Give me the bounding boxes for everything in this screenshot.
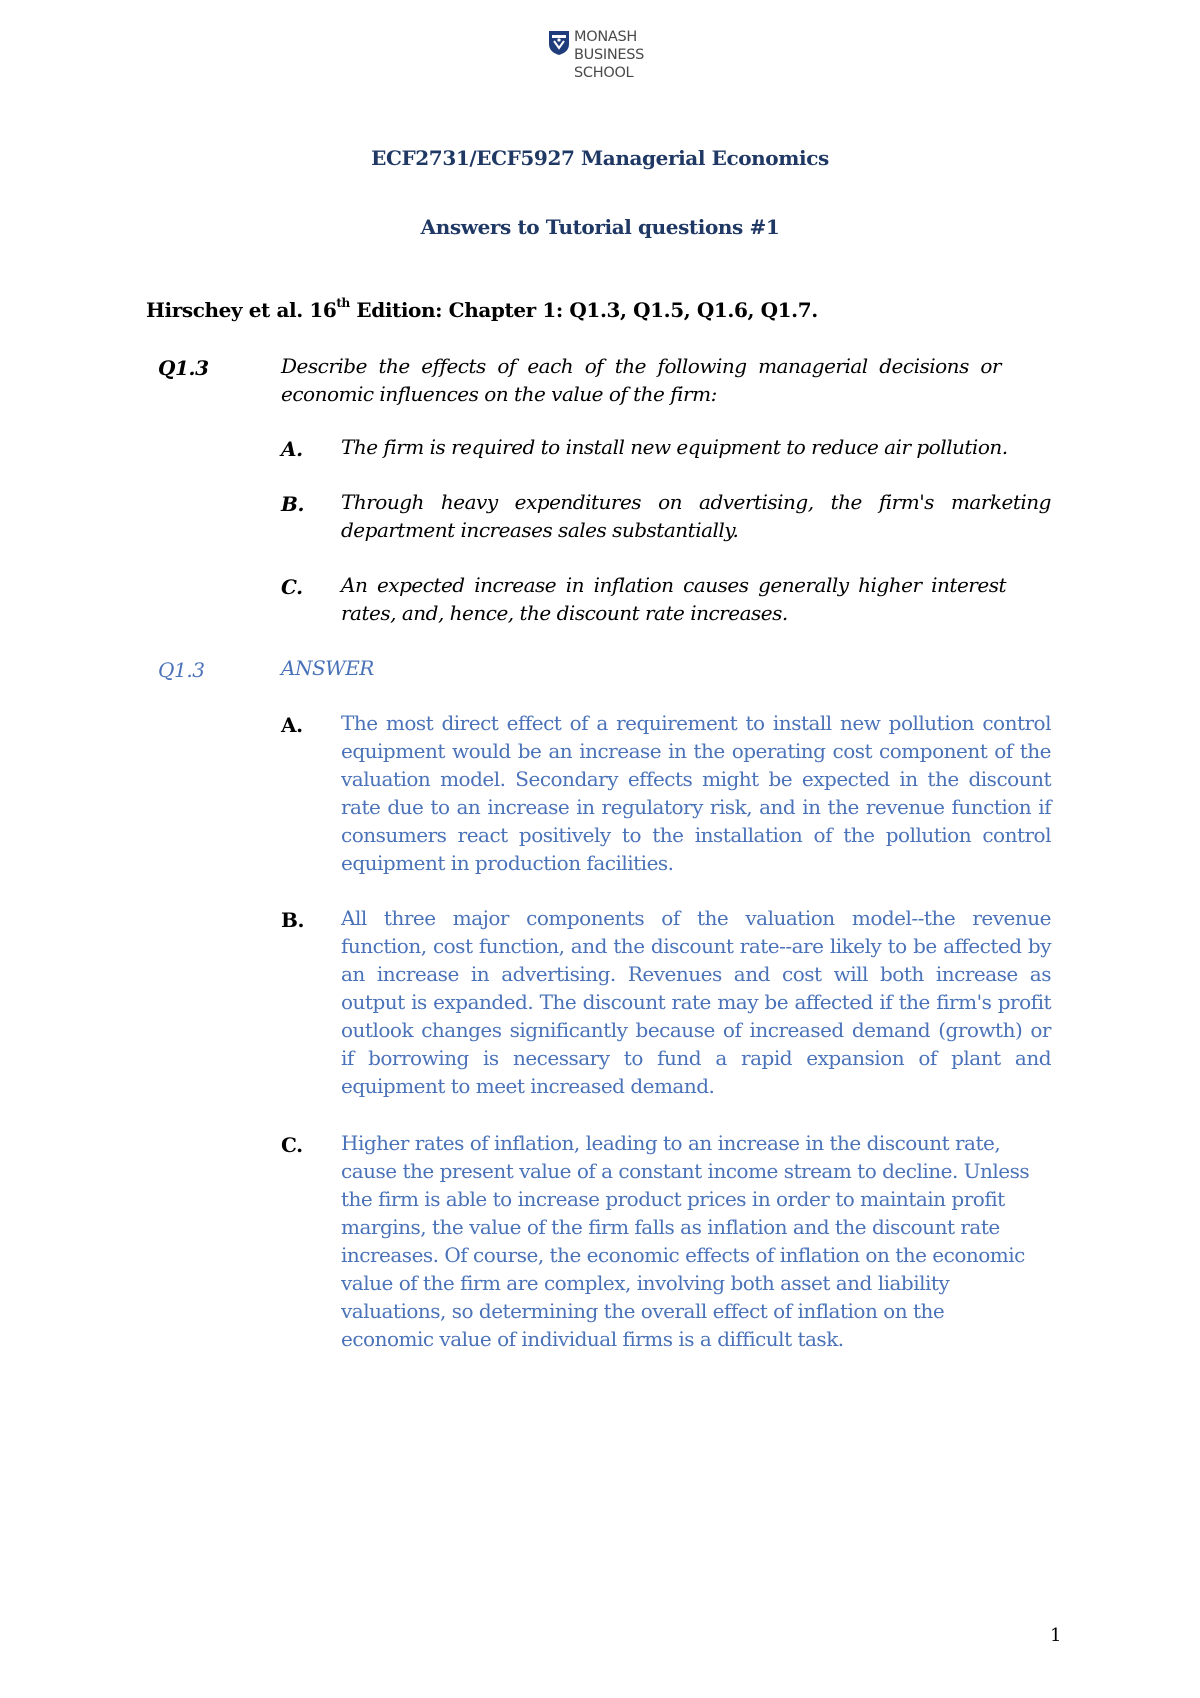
logo-wordmark bbox=[574, 28, 644, 82]
answer-item-c-text: Higher rates of inflation, leading to an increase in the discount rate, cause the present value of a constant income stream to decline. Unless the firm is able to increase product prices in order to maintain profit margins, the value of the firm falls as inflation and the discount rate increases. Of course, the economic effects of inflation on the economic value of the firm are complex, involving both asset and liability valuations, so determining the overall effect of inflation on the economic value of individual firms is a difficult task. bbox=[341, 1131, 1030, 1351]
chapter-superscript: th bbox=[336, 296, 350, 311]
monash-business-school-logo bbox=[548, 28, 668, 82]
question-item-c-letter: C. bbox=[281, 575, 303, 599]
answer-item-c-letter: C. bbox=[281, 1133, 303, 1157]
answer-item-b-text: All three major components of the valuation model--the revenue function, cost function, and the discount rate--are likely to be affected by an increase in advertising. Revenues and cost will both increase as output is expanded. The discount rate may be affected if the firm's profit outlook changes significantly because of increased demand (growth) or if borrowing is necessary to fund a rapid expansion of plant and equipment to meet increased demand. bbox=[341, 906, 1051, 1098]
chapter-prefix: Hirschey et al. 16 bbox=[146, 298, 337, 322]
logo-line-1: MONASH bbox=[574, 29, 637, 45]
question-item-a-letter: A. bbox=[281, 437, 303, 461]
answer-item-a-text: The most direct effect of a requirement to install new pollution control equipment would be an increase in the operating cost component of the valuation model. Secondary effects might be expected in the discount rate due to an increase in regulatory risk, and in the revenue function if consumers react positively to the installation of the pollution control equipment in production facilities. bbox=[341, 711, 1051, 875]
question-item-c-text: An expected increase in inflation causes generally higher interest rates, and, hence, the discount rate increases. bbox=[341, 573, 1006, 625]
question-item-a-text: The firm is required to install new equipment to reduce air pollution. bbox=[341, 435, 1008, 459]
question-label: Q1.3 bbox=[158, 356, 209, 380]
question-item-b-letter: B. bbox=[281, 492, 305, 516]
answer-label: Q1.3 bbox=[158, 658, 205, 682]
answer-item-a-letter: A. bbox=[281, 713, 303, 737]
chapter-reference bbox=[146, 298, 818, 322]
answer-item-b-letter: B. bbox=[281, 908, 305, 932]
course-title: ECF2731/ECF5927 Managerial Economics bbox=[371, 146, 829, 170]
document-subtitle: Answers to Tutorial questions #1 bbox=[420, 215, 780, 239]
answer-heading: ANSWER bbox=[281, 656, 374, 680]
logo-line-3: SCHOOL bbox=[574, 65, 634, 81]
question-text: Describe the effects of each of the following managerial decisions or economic influences on the value of the firm: bbox=[281, 354, 1001, 406]
page-number: 1 bbox=[1050, 1625, 1062, 1646]
logo-line-2: BUSINESS bbox=[574, 47, 645, 63]
shield-crest-icon bbox=[548, 30, 570, 56]
question-item-b-text: Through heavy expenditures on advertising, the firm's marketing department increases sales substantially. bbox=[341, 490, 1051, 542]
chapter-suffix: Edition: Chapter 1: Q1.3, Q1.5, Q1.6, Q1.7. bbox=[349, 298, 818, 322]
